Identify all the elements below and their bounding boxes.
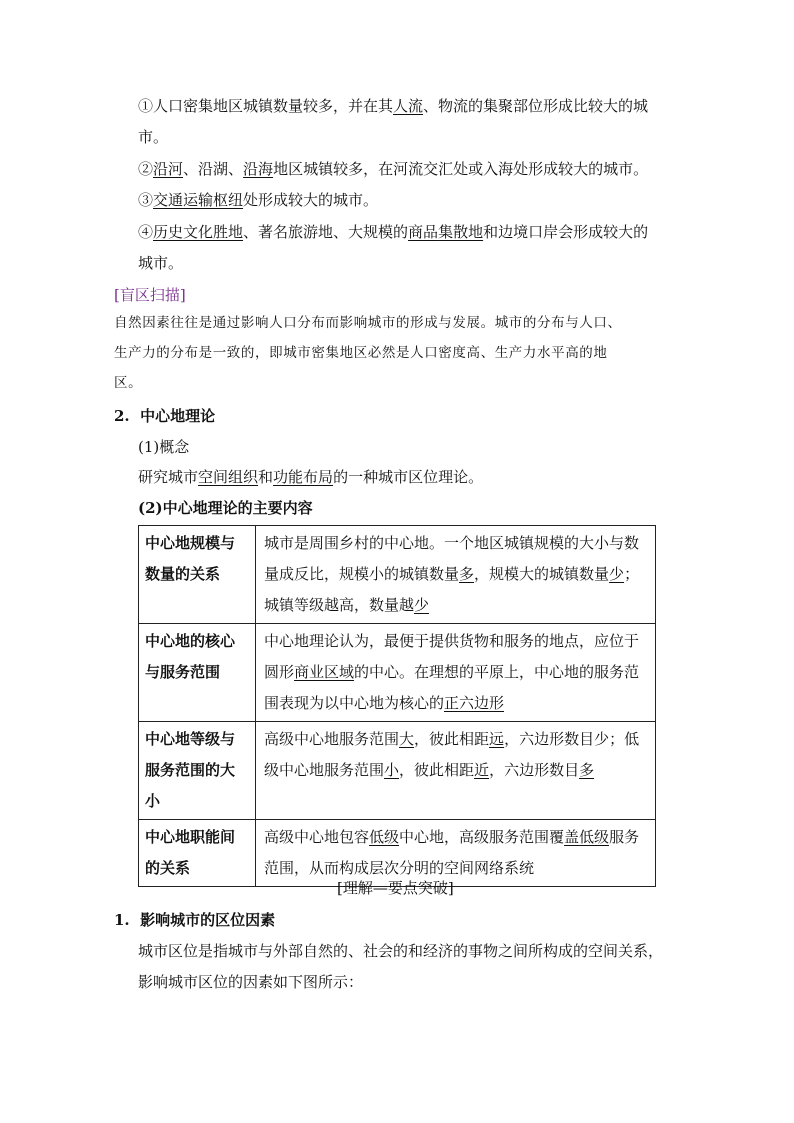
blind-spot-line-1: 自然因素往往是通过影响人口分布而影响城市的形成与发展。城市的分布与人口、 (114, 315, 622, 331)
item-2: ②沿河、沿湖、沿海地区城镇较多，在河流交汇处或入海处形成较大的城市。 (138, 160, 649, 178)
factors-paragraph-line-2: 影响城市区位的因素如下图所示： (138, 973, 364, 991)
blind-spot-tag: [盲区扫描] (114, 286, 186, 304)
section-2-heading: 2. 中心地理论 (114, 407, 216, 425)
row-4-header: 中心地职能间的关系 (139, 820, 256, 887)
concept-definition: 研究城市空间组织和功能布局的一种城市区位理论。 (138, 468, 484, 486)
table-row (139, 722, 656, 820)
row-4-content: 高级中心地包容低级中心地，高级服务范围覆盖低级服务范围，从而构成层次分明的空间网络系统 (256, 820, 656, 887)
row-2-content: 中心地理论认为，最便于提供货物和服务的地点，应位于圆形商业区域的中心。在理想的平原上，中心地的服务范围表现为以中心地为核心的正六边形 (256, 624, 656, 722)
factors-paragraph-line-1: 城市区位是指城市与外部自然的、社会的和经济的事物之间所构成的空间关系， (138, 942, 664, 960)
item-3: ③交通运输枢纽处形成较大的城市。 (138, 191, 379, 209)
understanding-heading: [理解—要点突破] (337, 879, 454, 897)
table-row (139, 624, 656, 722)
subheading-concept: (1)概念 (138, 438, 190, 456)
row-3-header: 中心地等级与服务范围的大小 (139, 722, 256, 820)
item-4-line-2: 城市。 (138, 254, 184, 272)
item-1-line-2: 市。 (138, 128, 169, 146)
table-row (139, 820, 656, 887)
item-4-line-1: ④历史文化胜地、著名旅游地、大规模的商品集散地和边境口岸会形成较大的 (138, 223, 649, 241)
table-row (139, 526, 656, 624)
subheading-main-content: (2)中心地理论的主要内容 (138, 499, 313, 517)
row-1-content: 城市是周围乡村的中心地。一个地区城镇规模的大小与数量成反比，规模小的城镇数量多，规模大的城镇数量少；城镇等级越高，数量越少 (256, 526, 656, 624)
section-factors-heading: 1. 影响城市的区位因素 (114, 911, 276, 929)
item-1-line-1: ①人口密集地区城镇数量较多，并在其人流、物流的集聚部位形成比较大的城 (138, 97, 649, 115)
blind-spot-line-2: 生产力的分布是一致的，即城市密集地区必然是人口密度高、生产力水平高的地 (114, 345, 608, 361)
row-3-content: 高级中心地服务范围大，彼此相距远，六边形数目少；低级中心地服务范围小，彼此相距近，六边形数目多 (256, 722, 656, 820)
row-1-header: 中心地规模与数量的关系 (139, 526, 256, 624)
row-2-header: 中心地的核心与服务范围 (139, 624, 256, 722)
central-place-table (138, 525, 656, 887)
blind-spot-line-3: 区。 (114, 375, 143, 391)
